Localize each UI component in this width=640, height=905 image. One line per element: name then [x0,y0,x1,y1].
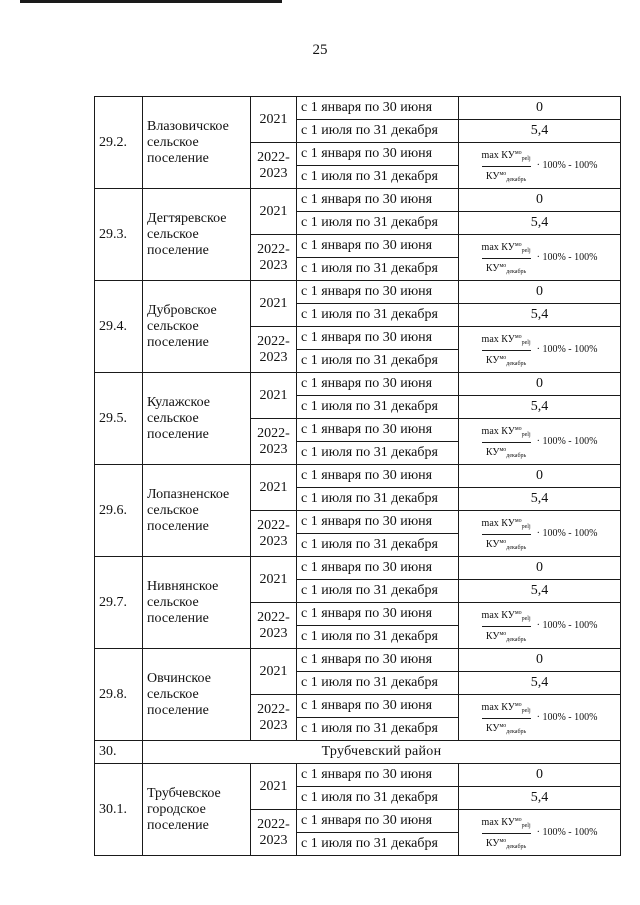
settlement-name-line: сельское [147,134,199,150]
settlement-name-line: поселение [147,817,209,833]
value-second-half: 5,4 [459,488,621,511]
year-2021: 2021 [251,373,297,419]
table-row [95,649,621,672]
formula-numerator [482,516,531,535]
formula-multiplier: · 100% - 100% [536,528,598,539]
value-first-half: 0 [459,465,621,488]
period-first-half: с 1 января по 30 июня [297,143,459,166]
tariff-formula [482,700,598,737]
formula-cell [459,419,621,465]
denominator-text: КУ [485,446,500,458]
formula-fraction [482,608,531,645]
formula-cell [459,603,621,649]
formula-denominator [486,167,526,185]
period-second-half: с 1 июля по 31 декабря [297,488,459,511]
period-first-half: с 1 января по 30 июня [297,810,459,833]
year-2022-2023 [251,695,297,741]
year-range-start: 2022- [257,609,290,625]
value-first-half: 0 [459,281,621,304]
table-row [95,373,621,396]
year-2022-2023 [251,810,297,856]
year-2022-2023 [251,419,297,465]
formula-denominator [486,535,526,553]
period-first-half: с 1 января по 30 июня [297,235,459,258]
row-number: 29.8. [95,649,143,741]
settlement-name-line: поселение [147,426,209,442]
period-second-half: с 1 июля по 31 декабря [297,166,459,189]
period-first-half: с 1 января по 30 июня [297,327,459,350]
period-second-half: с 1 июля по 31 декабря [297,304,459,327]
settlement-name-line: поселение [147,702,209,718]
settlement-name-line: сельское [147,502,199,518]
settlement-name-line: Дубровское [147,302,217,318]
numerator-sub: pelj [521,339,531,346]
formula-cell [459,327,621,373]
settlement-name-line: Овчинское [147,670,211,686]
year-range-end: 2023 [259,625,288,641]
row-number: 29.4. [95,281,143,373]
numerator-text: max КУ [481,816,515,828]
formula-multiplier: · 100% - 100% [536,344,598,355]
district-number: 30. [95,741,143,764]
year-range-end: 2023 [259,349,288,365]
denominator-text: КУ [485,722,500,734]
numerator-text: max КУ [481,149,515,161]
row-number: 29.6. [95,465,143,557]
denominator-sub: декабрь [506,360,527,367]
denominator-text: КУ [485,262,500,274]
formula-numerator [482,815,531,834]
denominator-sup: мо [499,262,507,269]
period-first-half: с 1 января по 30 июня [297,373,459,396]
settlement-name-line: поселение [147,334,209,350]
formula-numerator [482,424,531,443]
settlement-name [143,97,251,189]
tariff-formula [482,240,598,277]
numerator-sup: мо [514,149,522,156]
numerator-sup: мо [514,609,522,616]
tariff-formula [482,815,598,852]
numerator-sub: pelj [521,247,531,254]
denominator-text: КУ [485,354,500,366]
settlement-name [143,281,251,373]
formula-numerator [482,700,531,719]
period-second-half: с 1 июля по 31 декабря [297,580,459,603]
year-2022-2023 [251,511,297,557]
period-second-half: с 1 июля по 31 декабря [297,672,459,695]
year-range-start: 2022- [257,149,290,165]
period-second-half: с 1 июля по 31 декабря [297,120,459,143]
numerator-text: max КУ [481,241,515,253]
table-row [95,189,621,212]
denominator-sup: мо [499,630,507,637]
formula-cell [459,235,621,281]
table-row [95,557,621,580]
numerator-sub: pelj [521,822,531,829]
numerator-text: max КУ [481,333,515,345]
period-first-half: с 1 января по 30 июня [297,603,459,626]
formula-fraction [482,332,531,369]
tariff-table [94,96,621,856]
period-first-half: с 1 января по 30 июня [297,695,459,718]
value-first-half: 0 [459,189,621,212]
formula-numerator [482,240,531,259]
denominator-sup: мо [499,354,507,361]
district-name: Трубчевский район [143,741,621,764]
value-second-half: 5,4 [459,787,621,810]
period-first-half: с 1 января по 30 июня [297,465,459,488]
year-2022-2023 [251,603,297,649]
settlement-name [143,649,251,741]
year-range-end: 2023 [259,832,288,848]
row-number: 29.3. [95,189,143,281]
period-second-half: с 1 июля по 31 декабря [297,787,459,810]
tariff-formula [482,332,598,369]
district-row [95,741,621,764]
settlement-name-line: сельское [147,410,199,426]
denominator-sup: мо [499,722,507,729]
formula-denominator [486,719,526,737]
denominator-sup: мо [499,170,507,177]
tariff-formula [482,148,598,185]
settlement-name-line: Лопазненское [147,486,230,502]
value-first-half: 0 [459,764,621,787]
page-number: 25 [312,42,328,58]
formula-fraction [482,815,531,852]
year-2021: 2021 [251,649,297,695]
period-first-half: с 1 января по 30 июня [297,419,459,442]
year-range-end: 2023 [259,165,288,181]
formula-cell [459,695,621,741]
numerator-text: max КУ [481,517,515,529]
year-range-start: 2022- [257,333,290,349]
year-range-end: 2023 [259,533,288,549]
period-second-half: с 1 июля по 31 декабря [297,212,459,235]
settlement-name-line: Дегтяревское [147,210,227,226]
numerator-sub: pelj [521,707,531,714]
settlement-name-line: поселение [147,518,209,534]
settlement-name-line: Нивнянское [147,578,219,594]
settlement-name-line: городское [147,801,206,817]
denominator-text: КУ [485,170,500,182]
numerator-sub: pelj [521,523,531,530]
settlement-name-line: поселение [147,242,209,258]
formula-multiplier: · 100% - 100% [536,712,598,723]
settlement-name-line: сельское [147,318,199,334]
top-rule [20,0,282,3]
year-2021: 2021 [251,97,297,143]
formula-multiplier: · 100% - 100% [536,160,598,171]
period-second-half: с 1 июля по 31 декабря [297,350,459,373]
denominator-text: КУ [485,837,500,849]
period-second-half: с 1 июля по 31 декабря [297,833,459,856]
denominator-sub: декабрь [506,636,527,643]
denominator-sub: декабрь [506,176,527,183]
settlement-name [143,557,251,649]
year-2021: 2021 [251,465,297,511]
settlement-name-line: Влазовичское [147,118,229,134]
formula-denominator [486,834,526,852]
table-row [95,465,621,488]
period-first-half: с 1 января по 30 июня [297,649,459,672]
formula-cell [459,143,621,189]
table-row [95,97,621,120]
numerator-sub: pelj [521,615,531,622]
year-range-start: 2022- [257,816,290,832]
tariff-formula [482,424,598,461]
year-2021: 2021 [251,764,297,810]
period-first-half: с 1 января по 30 июня [297,97,459,120]
formula-multiplier: · 100% - 100% [536,436,598,447]
value-second-half: 5,4 [459,304,621,327]
year-range-start: 2022- [257,517,290,533]
denominator-sub: декабрь [506,268,527,275]
settlement-name [143,373,251,465]
formula-numerator [482,332,531,351]
denominator-sub: декабрь [506,843,527,850]
period-first-half: с 1 января по 30 июня [297,189,459,212]
period-first-half: с 1 января по 30 июня [297,281,459,304]
denominator-text: КУ [485,538,500,550]
denominator-sup: мо [499,446,507,453]
year-2022-2023 [251,327,297,373]
value-first-half: 0 [459,97,621,120]
year-range-start: 2022- [257,425,290,441]
formula-fraction [482,516,531,553]
value-second-half: 5,4 [459,212,621,235]
value-first-half: 0 [459,649,621,672]
value-second-half: 5,4 [459,580,621,603]
formula-fraction [482,148,531,185]
value-second-half: 5,4 [459,396,621,419]
year-range-end: 2023 [259,717,288,733]
year-2022-2023 [251,235,297,281]
formula-denominator [486,351,526,369]
period-first-half: с 1 января по 30 июня [297,511,459,534]
settlement-name-line: сельское [147,594,199,610]
table-row [95,764,621,787]
settlement-name-line: сельское [147,686,199,702]
year-range-start: 2022- [257,701,290,717]
year-2021: 2021 [251,281,297,327]
numerator-sup: мо [514,333,522,340]
tariff-formula [482,516,598,553]
formula-cell [459,511,621,557]
numerator-sup: мо [514,425,522,432]
numerator-sup: мо [514,701,522,708]
numerator-sup: мо [514,241,522,248]
formula-numerator [482,608,531,627]
value-first-half: 0 [459,373,621,396]
period-second-half: с 1 июля по 31 декабря [297,534,459,557]
denominator-text: КУ [485,630,500,642]
formula-fraction [482,700,531,737]
settlement-name-line: поселение [147,610,209,626]
settlement-name-line: Трубчевское [147,785,221,801]
year-range-start: 2022- [257,241,290,257]
denominator-sub: декабрь [506,728,527,735]
value-first-half: 0 [459,557,621,580]
year-range-end: 2023 [259,441,288,457]
formula-fraction [482,424,531,461]
numerator-text: max КУ [481,425,515,437]
formula-denominator [486,443,526,461]
year-range-end: 2023 [259,257,288,273]
row-number: 29.2. [95,97,143,189]
denominator-sup: мо [499,538,507,545]
formula-multiplier: · 100% - 100% [536,827,598,838]
formula-multiplier: · 100% - 100% [536,252,598,263]
settlement-name [143,764,251,856]
period-second-half: с 1 июля по 31 декабря [297,718,459,741]
year-2021: 2021 [251,557,297,603]
numerator-sub: pelj [521,155,531,162]
numerator-sup: мо [514,517,522,524]
formula-denominator [486,259,526,277]
formula-cell [459,810,621,856]
settlement-name [143,465,251,557]
row-number: 29.5. [95,373,143,465]
period-second-half: с 1 июля по 31 декабря [297,442,459,465]
numerator-text: max КУ [481,701,515,713]
tariff-formula [482,608,598,645]
settlement-name [143,189,251,281]
denominator-sup: мо [499,837,507,844]
year-2022-2023 [251,143,297,189]
value-second-half: 5,4 [459,120,621,143]
settlement-name-line: Кулажское [147,394,210,410]
value-second-half: 5,4 [459,672,621,695]
numerator-text: max КУ [481,609,515,621]
row-number: 30.1. [95,764,143,856]
numerator-sub: pelj [521,431,531,438]
row-number: 29.7. [95,557,143,649]
denominator-sub: декабрь [506,452,527,459]
formula-numerator [482,148,531,167]
numerator-sup: мо [514,816,522,823]
formula-denominator [486,627,526,645]
period-second-half: с 1 июля по 31 декабря [297,396,459,419]
table-row [95,281,621,304]
period-second-half: с 1 июля по 31 декабря [297,258,459,281]
period-first-half: с 1 января по 30 июня [297,764,459,787]
period-first-half: с 1 января по 30 июня [297,557,459,580]
settlement-name-line: сельское [147,226,199,242]
denominator-sub: декабрь [506,544,527,551]
formula-fraction [482,240,531,277]
period-second-half: с 1 июля по 31 декабря [297,626,459,649]
settlement-name-line: поселение [147,150,209,166]
year-2021: 2021 [251,189,297,235]
formula-multiplier: · 100% - 100% [536,620,598,631]
